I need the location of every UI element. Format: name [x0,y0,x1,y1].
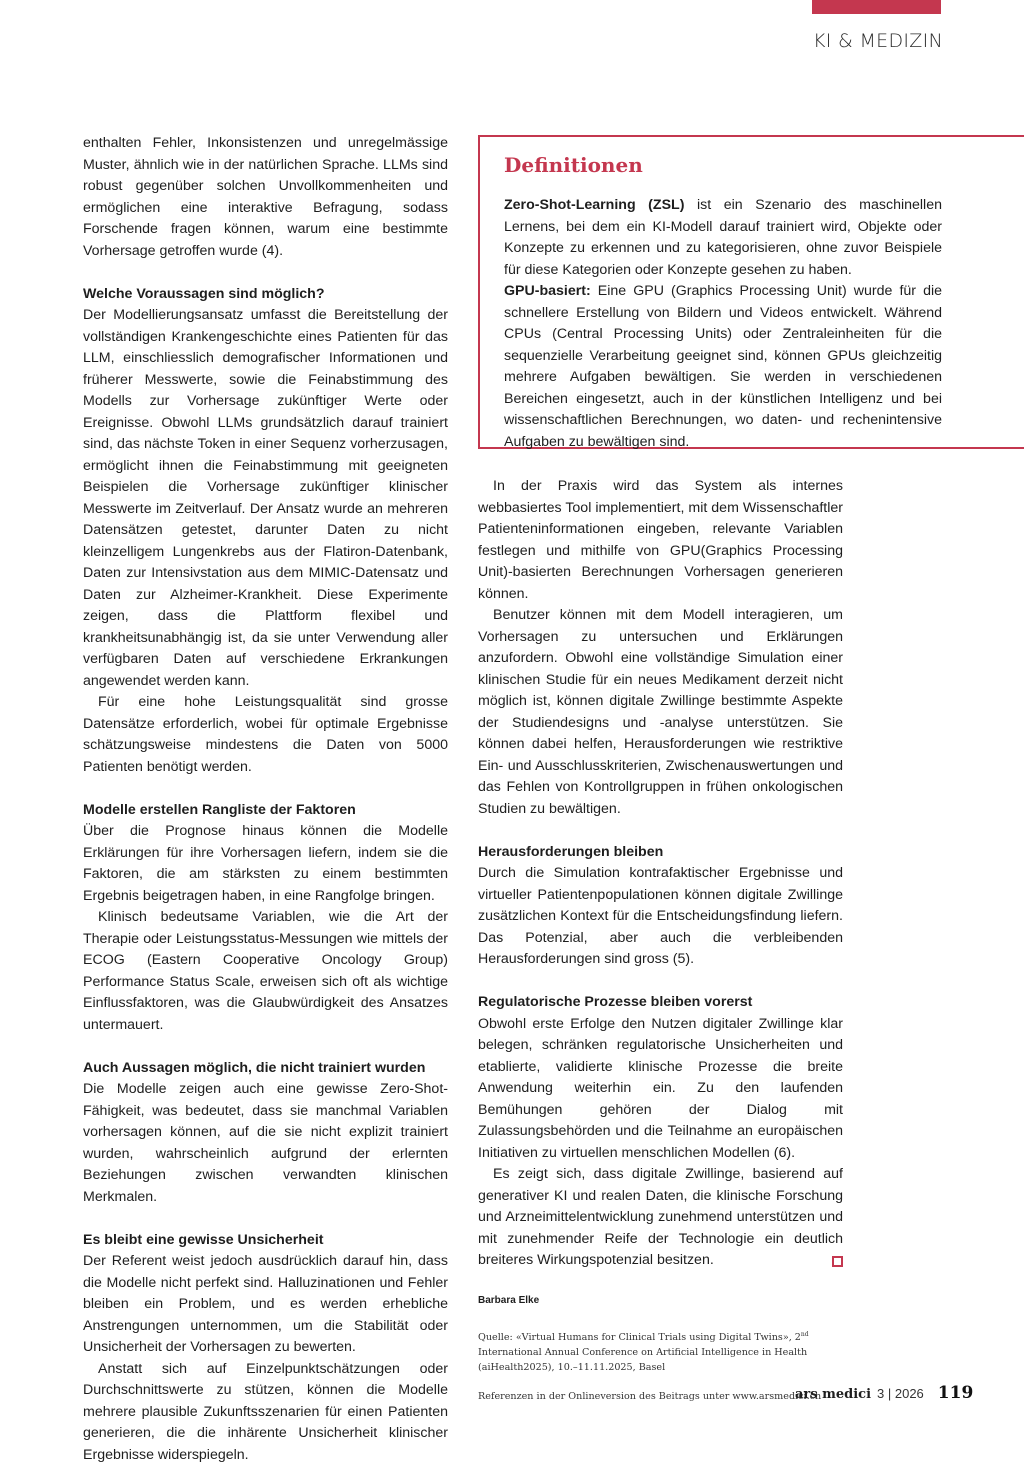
paragraph: Obwohl erste Erfolge den Nutzen digitaler Zwillinge klar belegen, schränken regulatorische Unsicherheiten und etablierte, validierte klinische Prozesse die breite Anwendung weiterhin ein. Zu den laufenden Bemühungen gehören der Dialog mit Zulassungsbehörden und die Teilnahme an europäischen Initiativen zu virtuellen menschlichen Modellen (6). [478,1014,843,1165]
paragraph: Für eine hohe Leistungsqualität sind grosse Datensätze erforderlich, wobei für optimale Ergebnisse schätzungsweise mindestens die Daten von 5000 Patienten benötigt werden. [83,692,448,778]
source-text: International Annual Conference on Artificial Intelligence in Health (aiHealth2025), 10.–11.11.2025, Basel [478,1347,807,1373]
subheading: Herausforderungen bleiben [478,842,843,864]
subheading: Modelle erstellen Rangliste der Faktoren [83,800,448,822]
page-footer [795,1383,973,1403]
source-citation [478,1327,843,1375]
paragraph: Benutzer können mit dem Modell interagieren, um Vorhersagen zu untersuchen und Erklärungen anzufordern. Obwohl eine vollständige Simulation einer klinischen Studie für ein neues Medikament derzeit nicht möglich ist, können digitale Zwillinge bestimmte Aspekte der Studiendesigns und -analyse unterstützen. Sie können dabei helfen, Herausforderungen wie restriktive Ein- und Ausschlusskriterien, Zwischenauswertungen und das Fehlen von Kontrollgruppen in frühen onkologischen Studien zu bewältigen. [478,605,843,820]
definition-gpu [504,281,942,453]
journal-name: ars medici [795,1387,871,1402]
subheading: Regulatorische Prozesse bleiben vorerst [478,992,843,1014]
paragraph-text: Es zeigt sich, dass digitale Zwillinge, basierend auf generativer KI und realen Daten, die klinische Forschung und Arzneimittelentwicklung zunehmend unterstützen und mit zunehmender Reife der Technologie ein deutlich breiteres Wirkungspotenzial besitzen. [478,1166,843,1268]
definition-zsl [504,195,942,281]
definition-term: GPU-basiert: [504,283,591,299]
section-color-bar [812,0,941,14]
paragraph-final [478,1164,843,1272]
definitions-box [478,135,1024,449]
right-column [478,476,843,1404]
source-text: Quelle: «Virtual Humans for Clinical Trials using Digital Twins», 2 [478,1332,801,1343]
paragraph: Über die Prognose hinaus können die Modelle Erklärungen für ihre Vorhersagen liefern, indem sie die Faktoren, die am stärksten zu einem bestimmten Ergebnis beigetragen haben, in eine Rangfolge bringen. [83,821,448,907]
definition-text: ist ein Szenario des maschinellen Lernens, bei dem ein KI-Modell darauf trainiert wird, Objekte oder Konzepte zu erkennen und zu kategorisieren, ohne zuvor Beispiele für diese Kategorien oder Konzepte gesehen zu haben. [504,197,942,278]
subheading: Auch Aussagen möglich, die nicht trainiert wurden [83,1058,448,1080]
paragraph: enthalten Fehler, Inkonsistenzen und unregelmässige Muster, ähnlich wie in der natürlichen Sprache. LLMs sind robust gegenüber solchen Unvollkommenheiten und ermöglichen eine interaktive Befragung, sodass Forschende fragen können, warum eine bestimmte Vorhersage getroffen wurde (4). [83,133,448,262]
paragraph: Anstatt sich auf Einzelpunktschätzungen oder Durchschnittswerte zu stützen, können die Modelle mehrere plausible Zukunftsszenarien für einen Patienten generieren, die die inhärente Unsicherheit klinischer Ergebnisse widerspiegeln. [83,1359,448,1466]
paragraph: Der Modellierungsansatz umfasst die Bereitstellung der vollständigen Krankengeschichte eines Patienten für das LLM, einschliesslich demografischer Informationen und früherer Messwerte, sowie die Feinabstimmung des Modells zur Vorhersage zukünftiger Werte oder Ereignisse. Obwohl LLMs grundsätzlich darauf trainiert sind, das nächste Token in einer Sequenz vorherzusagen, ermöglicht ihnen die Feinabstimmung mit geeigneten Beispielen die Vorhersage zukünftiger klinischer Messwerte im Zeitverlauf. Der Ansatz wurde an mehreren Datensätzen getestet, darunter Daten zu nicht kleinzelligem Lungenkrebs aus der Flatiron-Datenbank, Daten zur Intensivstation aus dem MIMIC-Datensatz und Daten zur Alzheimer-Krankheit. Diese Experimente zeigen, dass die Plattform flexibel und krankheitsunabhängig ist, da sie unter Verwendung aller verfügbaren Daten auf verschiedene Erkrankungen angewendet werden kann. [83,305,448,692]
source-superscript: nd [801,1331,809,1338]
paragraph: Durch die Simulation kontrafaktischer Ergebnisse und virtueller Patientenpopulationen können digitale Zwillinge zusätzlichen Kontext für die Entscheidungsfindung liefern. Das Potenzial, aber auch die verbleibenden Herausforderungen sind gross (5). [478,863,843,971]
end-of-article-square-icon [832,1256,843,1267]
left-column [83,133,448,1466]
subheading: Es bleibt eine gewisse Unsicherheit [83,1230,448,1252]
definition-term: Zero-Shot-Learning (ZSL) [504,197,684,213]
author-name: Barbara Elke [478,1290,843,1312]
subheading: Welche Voraussagen sind möglich? [83,284,448,306]
paragraph: Der Referent weist jedoch ausdrücklich darauf hin, dass die Modelle nicht perfekt sind. Halluzinationen und Fehler bleiben ein Problem, und es werden erhebliche Anstrengungen unternommen, um die Stabilität oder Unsicherheit der Vorhersagen zu bewerten. [83,1251,448,1359]
paragraph: In der Praxis wird das System als internes webbasiertes Tool implementiert, mit dem Wissenschaftler Patienteninformationen eingeben, relevante Variablen festlegen und mithilfe von GPU(Graphics Processing Unit)-basierten Berechnungen Vorhersagen generieren können. [478,476,843,605]
paragraph: Klinisch bedeutsame Variablen, wie die Art der Therapie oder Leistungsstatus-Messungen wie mittels der ECOG (Eastern Cooperative Oncology Group) Performance Status Scale, erweisen sich oft als wichtige Einflussfaktoren, was die Glaubwürdigkeit des Ansatzes untermauert. [83,907,448,1036]
page-number: 119 [938,1383,974,1403]
definitions-title: Definitionen [504,153,942,177]
issue-number: 3 | 2026 [877,1386,924,1401]
paragraph: Die Modelle zeigen auch eine gewisse Zero-Shot-Fähigkeit, was bedeutet, dass sie manchmal Variablen vorhersagen können, auf die sie nicht explizit trainiert wurden, wahrscheinlich aufgrund der erlernten Beziehungen zwischen verwandten klinischen Merkmalen. [83,1079,448,1208]
section-label: KI & MEDIZIN [813,30,943,52]
definition-text: Eine GPU (Graphics Processing Unit) wurde für die schnellere Erstellung von Bildern und Videos entwickelt. Während CPUs (Central Processing Units) oder Zentraleinheiten für die sequenzielle Verarbeitung geeignet sind, können GPUs gleichzeitig mehrere Aufgaben bewältigen. Sie werden in verschiedenen Bereichen eingesetzt, auch in der künstlichen Intelligenz und bei wissenschaftlichen Berechnungen, wo daten- und rechenintensive Aufgaben zu bewältigen sind. [504,283,942,450]
references-note: Referenzen in der Onlineversion des Beitrags unter www.arsmedici.ch [478,1389,843,1404]
